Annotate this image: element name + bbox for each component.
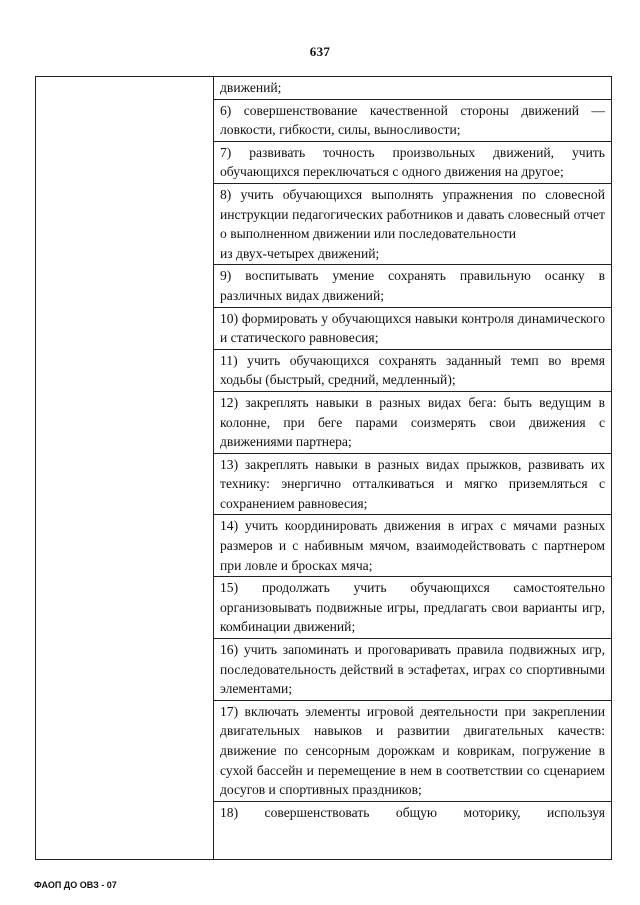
right-column-cell bbox=[214, 77, 612, 860]
paragraph-item-9: 9) воспитывать умение сохранять правильную осанку в различных видах движений; bbox=[214, 264, 611, 306]
paragraph-item-17: 17) включать элементы игровой деятельности при закреплении двигательных навыков и развитии двигательных качеств: движение по сенсорным дорожкам и коврикам, погружение в сухой бассейн и перемещение в нем в соответствии со сценарием досугов и спортивных праздников; bbox=[214, 700, 611, 801]
paragraph-item-11: 11) учить обучающихся сохранять заданный темп во время ходьбы (быстрый, средний, медленный); bbox=[214, 349, 611, 391]
paragraph-item-13: 13) закреплять навыки в разных видах прыжков, развивать их технику: энергично отталкиваться и мягко приземляться с сохранением равновесия; bbox=[214, 453, 611, 515]
paragraph-item-6: 6) совершенствование качественной стороны движений — ловкости, гибкости, силы, выносливости; bbox=[214, 99, 611, 141]
paragraph-continuation: движений; bbox=[220, 80, 282, 95]
page-number: 637 bbox=[309, 44, 331, 59]
paragraph-item-10: 10) формировать у обучающихся навыки контроля динамического и статического равновесия; bbox=[214, 307, 611, 349]
paragraph-item-7: 7) развивать точность произвольных движений, учить обучающихся переключаться с одного движения на другое; bbox=[214, 141, 611, 183]
paragraph-list bbox=[214, 77, 611, 859]
footer-document-code: ФАОП ДО ОВЗ - 07 bbox=[34, 880, 117, 890]
paragraph-item-18: 18) совершенствовать общую моторику, используя bbox=[214, 801, 611, 824]
paragraph-item-8: 8) учить обучающихся выполнять упражнения по словесной инструкции педагогических работников и давать словесный отчет о выполненном движении или последовательности из двух-четырех движений; bbox=[214, 183, 611, 264]
paragraph-item-15: 15) продолжать учить обучающихся самостоятельно организовывать подвижные игры, предлагать свои варианты игр, комбинации движений; bbox=[214, 576, 611, 638]
paragraph-item-14: 14) учить координировать движения в играх с мячами разных размеров и с набивным мячом, взаимодействовать с партнером при ловле и бросках мяча; bbox=[214, 514, 611, 576]
content-table bbox=[35, 76, 612, 860]
left-column-cell bbox=[36, 77, 214, 860]
paragraph-item-16: 16) учить запоминать и проговаривать правила подвижных игр, последовательность действий в эстафетах, играх со спортивными элементами; bbox=[214, 638, 611, 700]
paragraph-item-12: 12) закреплять навыки в разных видах бега: быть ведущим в колонне, при беге парами соизмерять свои движения с движениями партнера; bbox=[214, 391, 611, 453]
table-row bbox=[36, 77, 612, 860]
